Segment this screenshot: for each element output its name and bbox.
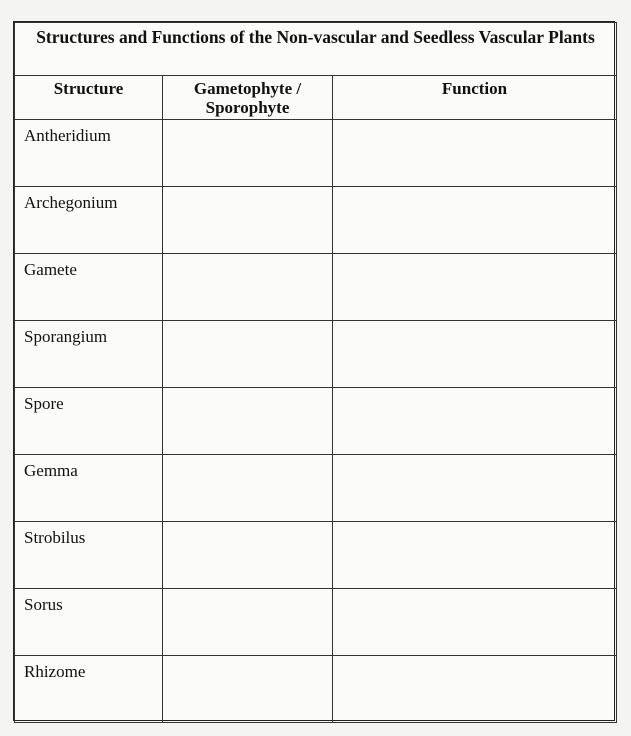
structure-cell: Strobilus <box>15 522 163 589</box>
structures-functions-table <box>14 22 617 723</box>
phase-answer-cell[interactable] <box>163 589 333 656</box>
function-answer-cell[interactable] <box>333 589 617 656</box>
phase-answer-cell[interactable] <box>163 388 333 455</box>
phase-answer-cell[interactable] <box>163 522 333 589</box>
header-row <box>15 76 617 120</box>
header-gametophyte-sporophyte: Gametophyte / Sporophyte <box>163 76 333 120</box>
table-row <box>15 120 617 187</box>
function-answer-cell[interactable] <box>333 321 617 388</box>
table-row <box>15 254 617 321</box>
table-title: Structures and Functions of the Non-vascular and Seedless Vascular Plants <box>15 23 617 76</box>
structure-cell: Rhizome <box>15 656 163 723</box>
structure-cell: Gemma <box>15 455 163 522</box>
table-row <box>15 522 617 589</box>
function-answer-cell[interactable] <box>333 187 617 254</box>
worksheet-table-container <box>13 21 615 721</box>
header-function: Function <box>333 76 617 120</box>
function-answer-cell[interactable] <box>333 455 617 522</box>
phase-answer-cell[interactable] <box>163 254 333 321</box>
function-answer-cell[interactable] <box>333 656 617 723</box>
structure-cell: Spore <box>15 388 163 455</box>
structure-cell: Sporangium <box>15 321 163 388</box>
phase-answer-cell[interactable] <box>163 455 333 522</box>
structure-cell: Sorus <box>15 589 163 656</box>
function-answer-cell[interactable] <box>333 388 617 455</box>
function-answer-cell[interactable] <box>333 522 617 589</box>
structure-cell: Antheridium <box>15 120 163 187</box>
phase-answer-cell[interactable] <box>163 321 333 388</box>
table-row <box>15 187 617 254</box>
structure-cell: Archegonium <box>15 187 163 254</box>
function-answer-cell[interactable] <box>333 120 617 187</box>
phase-answer-cell[interactable] <box>163 120 333 187</box>
table-row <box>15 321 617 388</box>
structure-cell: Gamete <box>15 254 163 321</box>
table-row <box>15 656 617 723</box>
function-answer-cell[interactable] <box>333 254 617 321</box>
table-row <box>15 455 617 522</box>
header-structure: Structure <box>15 76 163 120</box>
title-row <box>15 23 617 76</box>
table-row <box>15 388 617 455</box>
phase-answer-cell[interactable] <box>163 187 333 254</box>
phase-answer-cell[interactable] <box>163 656 333 723</box>
table-row <box>15 589 617 656</box>
